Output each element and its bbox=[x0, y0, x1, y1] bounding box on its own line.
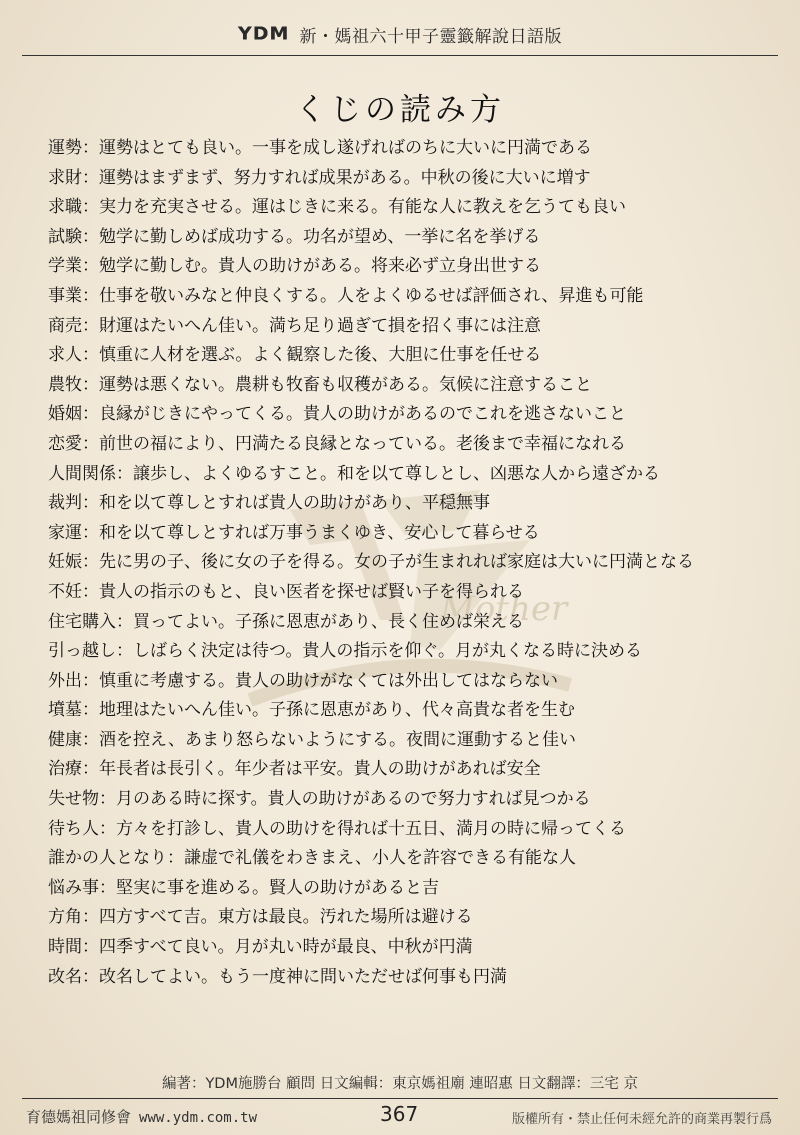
credits-line: 編著：YDM施勝台 顧問 日文編輯：東京媽祖廟 連昭惠 日文翻譯：三宅 京 bbox=[161, 1076, 639, 1092]
page-header bbox=[0, 14, 800, 54]
entry-grave: 墳墓：地理はたいへん佳い。子孫に恩恵があり、代々高貴な者を生む bbox=[48, 700, 575, 721]
footer-org bbox=[26, 1106, 257, 1127]
ydm-logo: YDM bbox=[238, 23, 290, 45]
entry-romance: 恋愛：前世の福により、円満たる良縁となっている。老後まで幸福になれる bbox=[48, 433, 626, 454]
entry-job-seeking: 求職：実力を充実させる。運はじきに来る。有能な人に教えを乞うても良い bbox=[48, 197, 626, 218]
entry-health: 健康：酒を控え、あまり怒らないようにする。夜間に運動すると佳い bbox=[48, 729, 577, 750]
watermark-text: Mother bbox=[440, 589, 568, 629]
entry-lawsuit: 裁判：和を以て尊しとすれば貴人の助けがあり、平穏無事 bbox=[48, 493, 490, 514]
entry-relationships: 人間関係：譲歩し、よくゆるすこと。和を以て尊しとし、凶悪な人から遠ざかる bbox=[48, 463, 660, 484]
entry-travel: 外出：慎重に考慮する。貴人の助けがなくては外出してはならない bbox=[48, 670, 558, 691]
entry-trade: 商売：財運はたいへん佳い。満ち足り過ぎて損を招く事には注意 bbox=[48, 315, 541, 336]
entry-farming: 農牧：運勢は悪くない。農耕も牧畜も収穫がある。気候に注意すること bbox=[48, 374, 592, 395]
entry-moving: 引っ越し：しばらく決定は待つ。貴人の指示を仰ぐ。月が丸くなる時に決める bbox=[48, 641, 642, 662]
header-divider bbox=[22, 55, 778, 56]
page-number: 367 bbox=[380, 1102, 419, 1126]
entry-house-purchase: 住宅購入：買ってよい。子孫に恩恵があり、長く住めば栄える bbox=[48, 611, 524, 632]
org-name: 育德媽祖同修會 bbox=[26, 1108, 132, 1126]
website-url: www.ydm.com.tw bbox=[139, 1110, 258, 1126]
entry-treatment: 治療：年長者は長引く。年少者は平安。貴人の助けがあれば安全 bbox=[48, 759, 541, 780]
footer-divider bbox=[22, 1098, 778, 1099]
entry-worries: 悩み事：堅実に事を進める。賢人の助けがあると吉 bbox=[48, 877, 439, 898]
entry-character: 誰かの人となり：謙虚で礼儀をわきまえ、小人を許容できる有能な人 bbox=[48, 848, 577, 869]
entry-timing: 時間：四季すべて良い。月が丸い時が最良、中秋が円満 bbox=[48, 937, 473, 958]
entry-fortune: 運勢：運勢はとても良い。一事を成し遂げればのちに大いに円満である bbox=[48, 138, 592, 158]
page-title: くじの読み方 bbox=[295, 92, 505, 128]
copyright-notice: 版權所有・禁止任何未經允許的商業再製行爲 bbox=[511, 1112, 772, 1127]
entry-marriage: 婚姻：良縁がじきにやってくる。貴人の助けがあるのでこれを逃さないこと bbox=[48, 404, 626, 425]
reading-list bbox=[48, 134, 758, 992]
entry-wealth: 求財：運勢はまずまず、努力すれば成果がある。中秋の後に大いに増す bbox=[48, 167, 591, 188]
entry-business: 事業：仕事を敬いみなと仲良くする。人をよくゆるせば評価され、昇進も可能 bbox=[48, 285, 644, 306]
entry-direction: 方角：四方すべて吉。東方は最良。汚れた場所は避ける bbox=[48, 907, 473, 928]
entry-awaited-person: 待ち人：方々を打診し、貴人の助けを得れば十五日、満月の時に帰ってくる bbox=[48, 818, 626, 839]
entry-infertility: 不妊：貴人の指示のもと、良い医者を探せば賢い子を得られる bbox=[48, 581, 524, 602]
entry-exam: 試験：勉学に勤しめば成功する。功名が望め、一挙に名を挙げる bbox=[48, 226, 541, 247]
entry-hiring: 求人：慎重に人材を選ぶ。よく観察した後、大胆に仕事を任せる bbox=[48, 345, 542, 366]
book-title: 新・媽祖六十甲子靈籤解說日語版 bbox=[299, 26, 562, 47]
entry-lost-item: 失せ物：月のある時に探す。貴人の助けがあるので努力すれば見つかる bbox=[48, 789, 591, 810]
entry-name-change: 改名：改名してよい。もう一度神に問いただせば何事も円満 bbox=[48, 966, 507, 987]
entry-family: 家運：和を以て尊しとすれば万事うまくゆき、安心して暮らせる bbox=[48, 522, 540, 543]
entry-study: 学業：勉学に勤しむ。貴人の助けがある。将来必ず立身出世する bbox=[48, 256, 541, 277]
entry-pregnancy: 妊娠：先に男の子、後に女の子を得る。女の子が生まれれば家庭は大いに円満となる bbox=[48, 552, 694, 573]
